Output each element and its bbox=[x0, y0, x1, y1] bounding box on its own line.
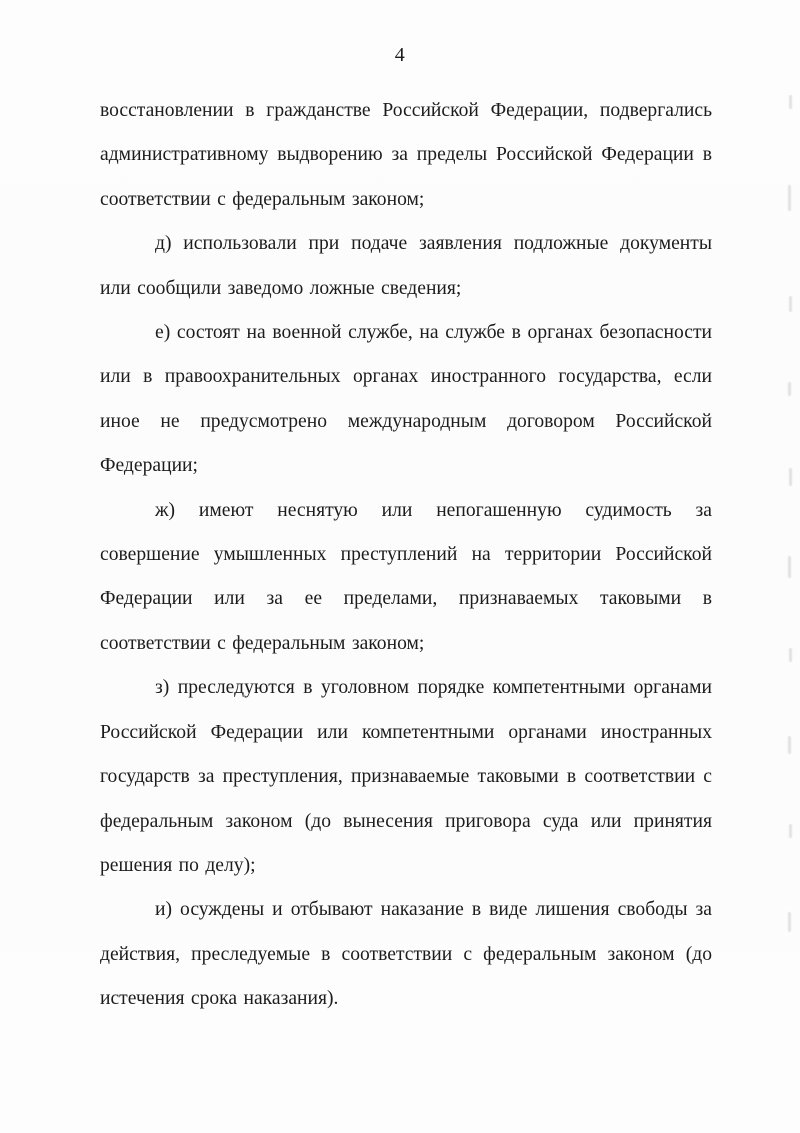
paragraph-continuation: восстановлении в гражданстве Российской Федерации, подвергались административному выдворению за пределы Российской Федерации в соответствии с федеральным законом; bbox=[100, 100, 712, 210]
paragraph-item-d: д) использовали при подаче заявления подложные документы или сообщили заведомо ложные сведения; bbox=[100, 233, 712, 299]
document-body bbox=[100, 89, 712, 1022]
scan-artifact bbox=[789, 95, 792, 109]
scan-artifact bbox=[788, 912, 791, 932]
paragraph-item-e: е) состоят на военной службе, на службе в органах безопасности или в правоохранительных органах иностранного государства, если иное не предусмотрено международным договором Российской Федерации; bbox=[100, 322, 712, 477]
scan-artifact bbox=[788, 382, 791, 396]
scan-artifact bbox=[788, 736, 791, 754]
paragraph-item-zh: ж) имеют неснятую или непогашенную судимость за совершение умышленных преступлений на территории Российской Федерации или за ее пределами, признаваемых таковыми в соответствии с федеральным законом; bbox=[100, 499, 712, 654]
scan-artifact bbox=[789, 468, 792, 486]
paragraph-item-i: и) осуждены и отбывают наказание в виде лишения свободы за действия, преследуемые в соответствии с федеральным законом (до истечения срока наказания). bbox=[100, 899, 712, 1010]
scan-artifact bbox=[789, 824, 792, 838]
page-number: 4 bbox=[394, 44, 406, 66]
scan-artifact bbox=[788, 556, 791, 578]
paragraph-item-z: з) преследуются в уголовном порядке компетентными органами Российской Федерации или компетентными органами иностранных государств за преступления, признаваемые таковыми в соответствии с федеральным законом (до вынесения приговора суда или принятия решения по делу); bbox=[100, 677, 712, 876]
scan-artifact bbox=[788, 185, 791, 211]
scan-artifact bbox=[789, 648, 792, 662]
scan-artifact bbox=[789, 296, 792, 312]
